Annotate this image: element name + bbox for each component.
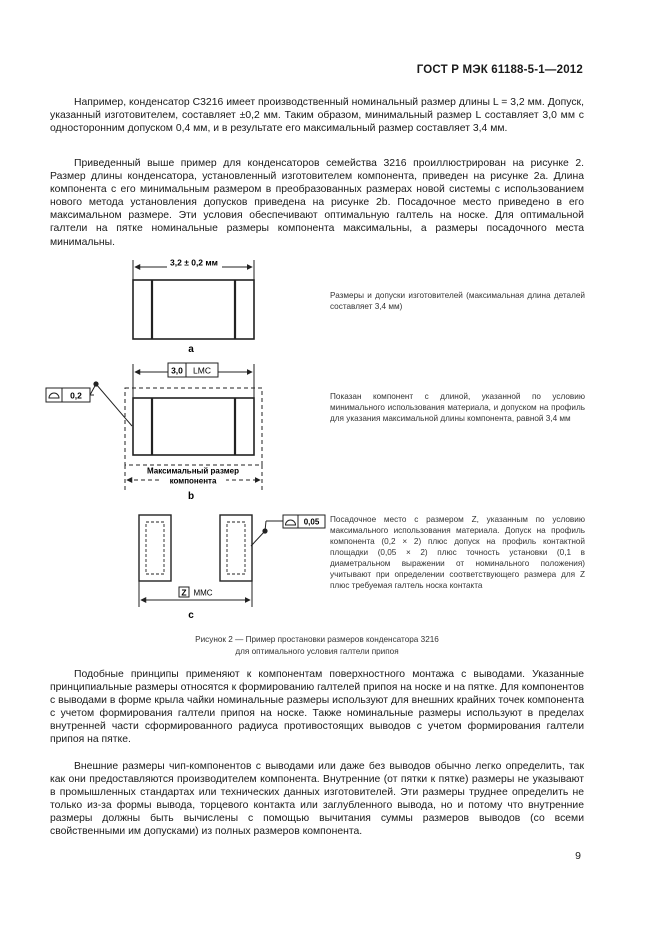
paragraph-1: Например, конденсатор С3216 имеет производственный номинальный размер длины L = 3,2 мм. Допуск, указанный изготовителем, составляет ±0,2 мм. Таким образом, минимальный размер L составляет 3,0 мм с односторонним допуском 0,4 мм, и в результате его максимальный размер составляет 3,4 мм. <box>50 97 584 135</box>
note-c: Посадочное место с размером Z, указанным по условию максимального использования материала. Допуск на профиль компонента (0,2 × 2) плюс допуск на профиль контактной площадки (0,05 × 2) плюс точность установки (0,1 в диаметральном выражении от номинального положения) учитывают при определении соответствующего размера для Z плюс требуемая галтель носка контакта <box>330 515 585 590</box>
profile-tolerance-value-c: 0,05 <box>303 517 320 527</box>
max-size-label-line2: компонента <box>169 476 217 486</box>
lmc-modifier: LMC <box>193 365 211 376</box>
mmc-modifier: MMC <box>193 588 213 598</box>
figure-c-label: c <box>188 610 194 621</box>
paragraph-4: Внешние размеры чип-компонентов с выводами или даже без выводов обычно легко определить, так как они предоставляются производителем компонента. Внутренние (от пятки к пятке) размеры не указывают в промышленных стандартах или технических данных изготовителей. Эти размеры труднее определить не только из-за формы вывода, торцевого контакта или заглубленного вывода, но и потому что внутренние размеры должны быть вычислены с помощью вычитания суммы размеров выводов (со всеми свойственными им допусками) из полных размеров компонента. <box>50 761 584 838</box>
basic-dimension-b: 3,0 <box>171 365 183 376</box>
land-pad-right <box>220 515 252 581</box>
basic-dimension-z: Z <box>181 587 187 598</box>
figure-caption <box>50 634 584 657</box>
note-b: Показан компонент с длиной, указанной по условию минимального использования материала, и допуском на профиль для указания максимальной длины компонента, равной 3,4 мм <box>330 392 585 423</box>
land-pad-left <box>139 515 171 581</box>
figure-b <box>46 363 262 502</box>
max-size-label-line1: Максимальный размер <box>146 466 240 476</box>
dimension-a: 3,2 ± 0,2 мм <box>170 257 218 268</box>
paragraph-3: Подобные принципы применяют к компонентам поверхностного монтажа с выводами. Указанные принципиальные размеры относятся к формированию галтелей припоя на носке и на пятке. Для компонентов с выводами в форме крыла чайки номинальные размеры используют для внешних крайних точек компонента с учетом формирования галтели припоя на носке. Также номинальные размеры используют в пределах внутренней части сформированного радиуса противостоящих выводов с учетом формирования галтели припоя на пятке. <box>50 669 584 746</box>
caption-line-2: для оптимального условия галтели припоя <box>235 646 399 656</box>
note-a: Размеры и допуски изготовителей (максимальная длина деталей составляет 3,4 мм) <box>330 291 585 311</box>
profile-tolerance-frame-b <box>46 388 90 402</box>
paragraph-2: Приведенный выше пример для конденсаторов семейства 3216 проиллюстрирован на рисунке 2. Размер длины конденсатора, установленный изготовителем компонента, приведен на рисунке 2а. Длина компонента с его минимальным размером в преобразованных размерах новой системы с использованием нового метода установления допусков приведена на рисунке 2b. Посадочное место приведено в его максимальном размере. Эти условия обеспечивают оптимальную галтель на носке. Для оптимальной галтели на пятке номинальные размеры компонента максимальны, а размеры посадочного места минимальны. <box>50 158 584 248</box>
caption-line-1: Рисунок 2 — Пример простановки размеров конденсатора 3216 <box>195 635 439 644</box>
figure-b-label: b <box>187 491 195 502</box>
profile-tolerance-value-b: 0,2 <box>70 390 82 401</box>
figure-a-label: a <box>188 344 194 355</box>
page-number: 9 <box>575 850 581 862</box>
standard-header: ГОСТ Р МЭК 61188-5-1—2012 <box>416 64 583 76</box>
figure-a <box>133 257 254 355</box>
figure-c <box>139 515 325 621</box>
